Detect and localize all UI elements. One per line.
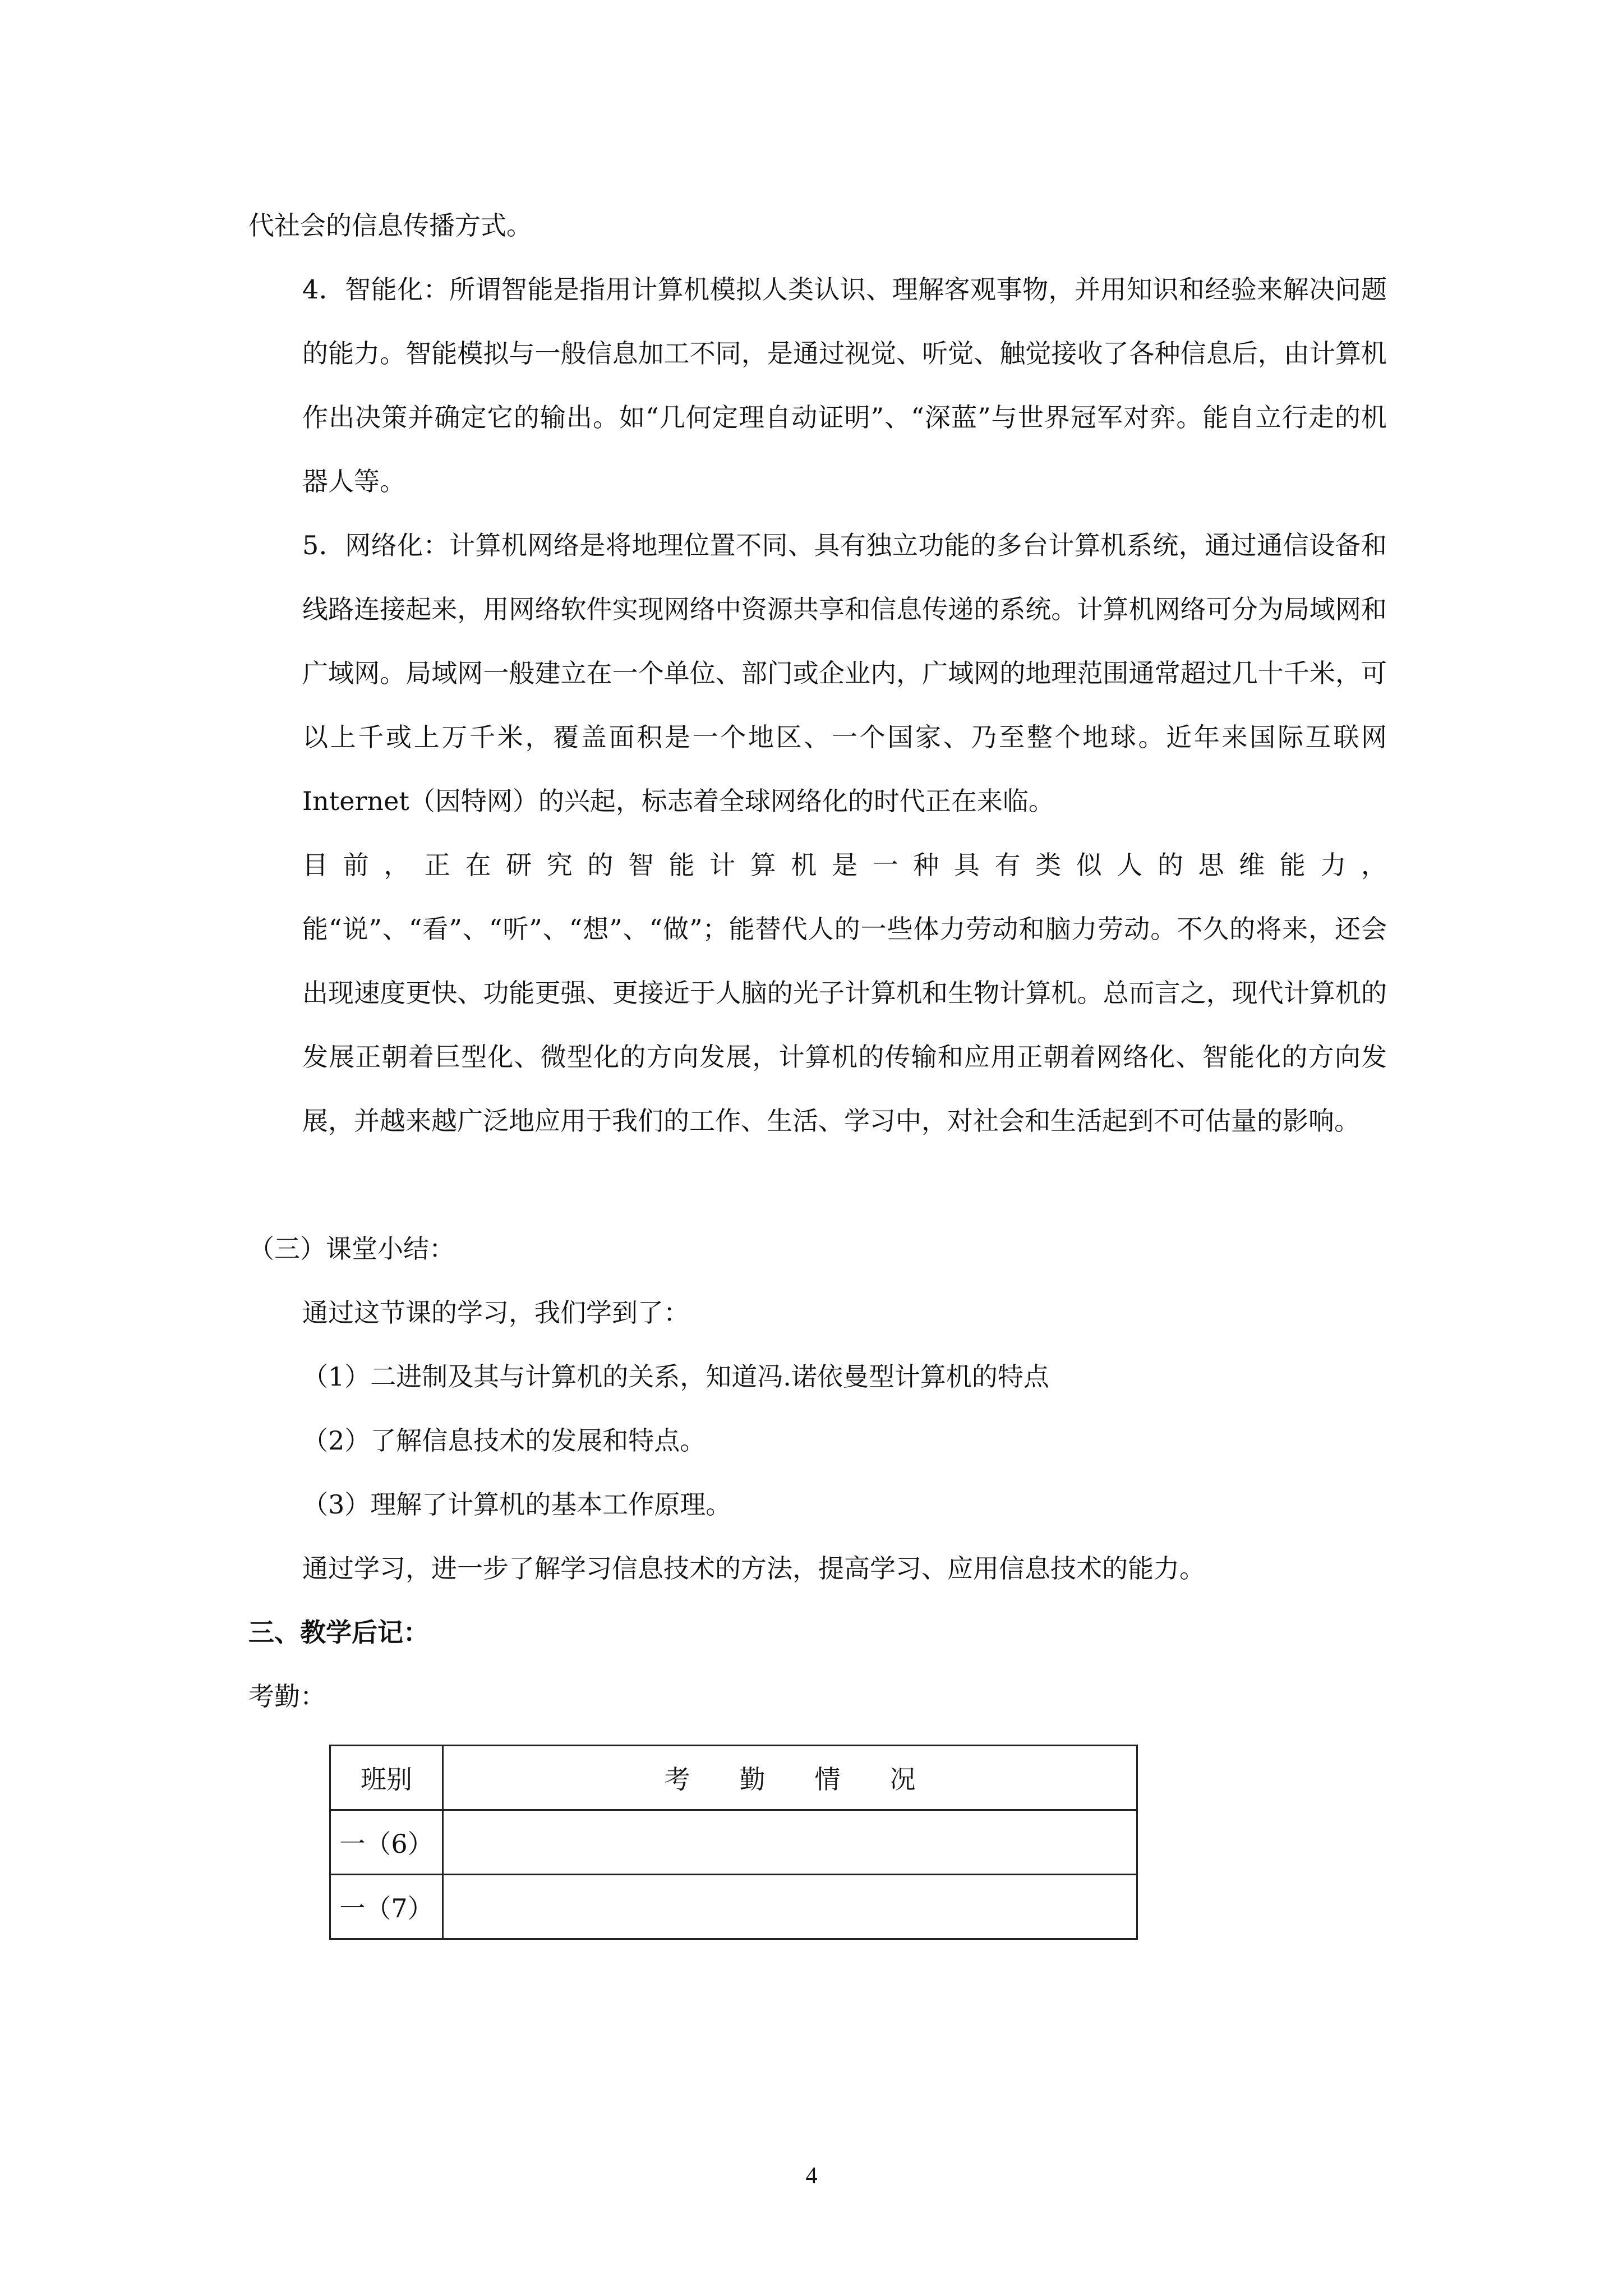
page-content xyxy=(248,194,1387,1728)
summary-item: （3）理解了计算机的基本工作原理。 xyxy=(302,1489,732,1520)
class-cell: 一（6） xyxy=(330,1810,443,1875)
header-status-char: 勤 xyxy=(739,1764,766,1795)
summary-intro: 通过这节课的学习，我们学到了： xyxy=(302,1297,689,1328)
summary-item: （2）了解信息技术的发展和特点。 xyxy=(302,1425,706,1456)
header-status-char: 况 xyxy=(889,1764,916,1795)
page-number: 4 xyxy=(805,2163,818,2189)
attendance-label: 考勤： xyxy=(248,1681,326,1711)
table-row xyxy=(330,1875,1137,1939)
header-attendance-status xyxy=(443,1746,1137,1810)
paragraph-intelligence: 4．智能化：所谓智能是指用计算机模拟人类认识、理解客观事物，并用知识和经验来解决问题的能力。智能模拟与一般信息加工不同，是通过视觉、听觉、触觉接收了各种信息后，由计算机作出决策并确定它的输出。如“几何定理自动证明”、“深蓝”与世界冠军对弈。能自立行走的机器人等。 xyxy=(302,274,1387,496)
postscript-heading: 三、教学后记： xyxy=(248,1617,429,1648)
class-cell: 一（7） xyxy=(330,1875,443,1939)
summary-item: （1）二进制及其与计算机的关系，知道冯.诺依曼型计算机的特点 xyxy=(302,1361,1049,1392)
header-status-char: 情 xyxy=(814,1764,841,1795)
spacer xyxy=(248,1153,1387,1217)
status-cell[interactable] xyxy=(443,1810,1137,1875)
header-class: 班别 xyxy=(330,1746,443,1810)
table-header-row xyxy=(330,1746,1137,1810)
summary-heading: （三）课堂小结： xyxy=(248,1234,455,1264)
paragraph-future-computers: 目前，正在研究的智能计算机是一种具有类似人的思维能力，能“说”、“看”、“听”、“想”、“做”；能替代人的一些体力劳动和脑力劳动。不久的将来，还会出现速度更快、功能更强、更接近于人脑的光子计算机和生物计算机。总而言之，现代计算机的发展正朝着巨型化、微型化的方向发展，计算机的传输和应用正朝着网络化、智能化的方向发展，并越来越广泛地应用于我们的工作、生活、学习中，对社会和生活起到不可估量的影响。 xyxy=(302,850,1387,1136)
status-cell[interactable] xyxy=(443,1875,1137,1939)
table-row xyxy=(330,1810,1137,1875)
body-continuation-line: 代社会的信息传播方式。 xyxy=(248,210,532,241)
paragraph-networking: 5．网络化：计算机网络是将地理位置不同、具有独立功能的多台计算机系统，通过通信设备和线路连接起来，用网络软件实现网络中资源共享和信息传递的系统。计算机网络可分为局域网和广域网。局域网一般建立在一个单位、部门或企业内，广域网的地理范围通常超过几十千米，可以上千或上万千米，覆盖面积是一个地区、一个国家、乃至整个地球。近年来国际互联网 Internet（因特网）的兴起，标志着全球网络化的时代正在来临。 xyxy=(302,530,1387,816)
header-status-char: 考 xyxy=(664,1764,690,1795)
attendance-table xyxy=(329,1745,1138,1940)
summary-closing: 通过学习，进一步了解学习信息技术的方法，提高学习、应用信息技术的能力。 xyxy=(302,1553,1205,1584)
